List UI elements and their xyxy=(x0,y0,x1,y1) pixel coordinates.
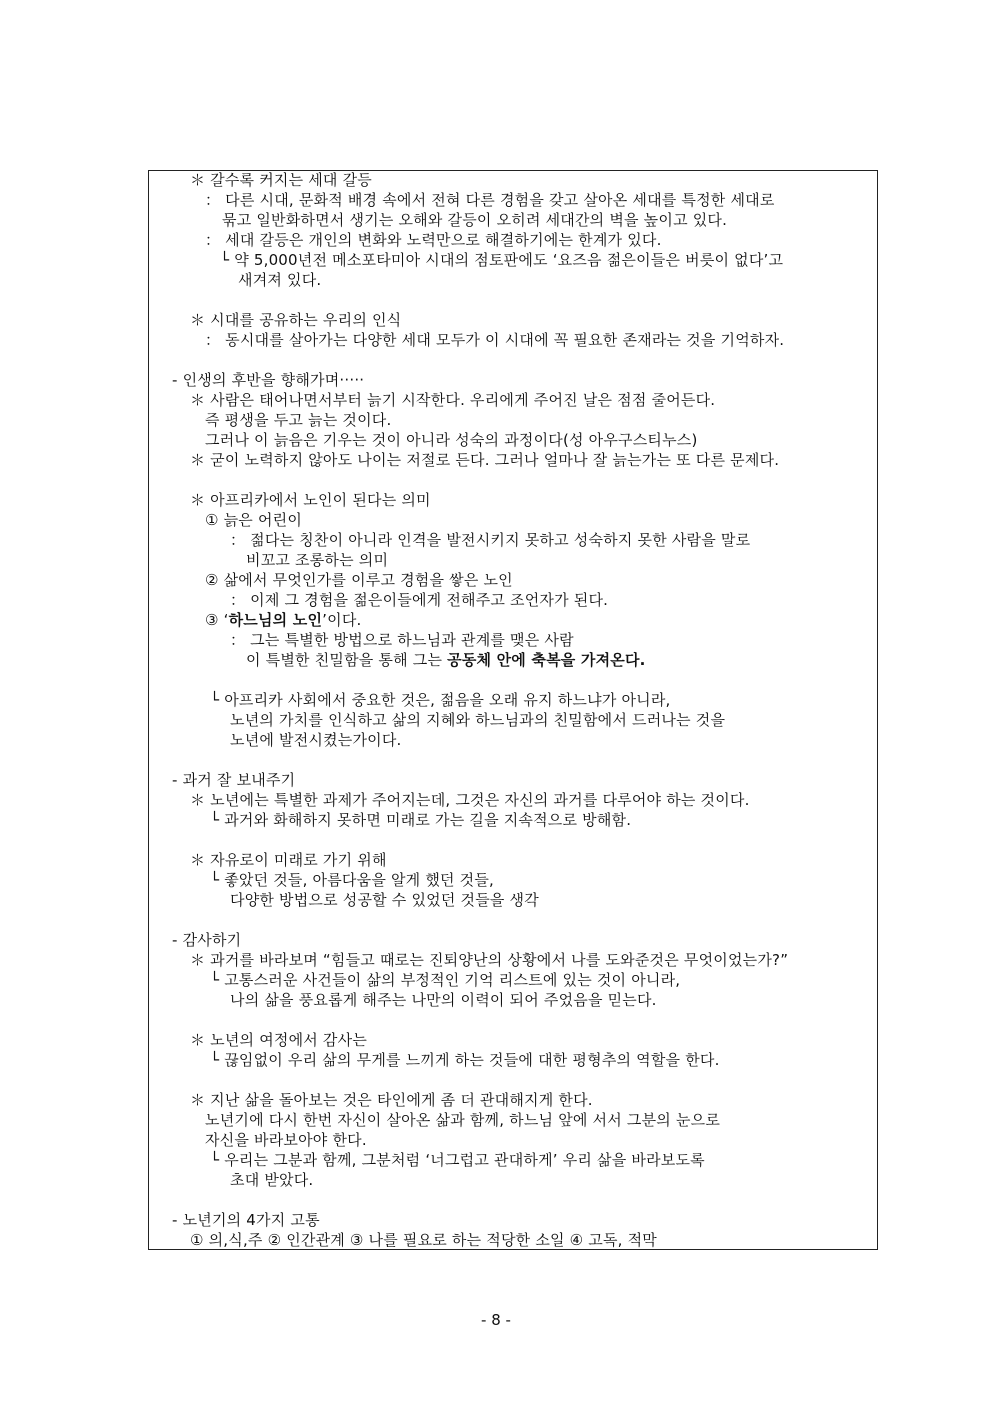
text-line: └ 좋았던 것들, 아름다움을 알게 했던 것들, xyxy=(210,871,495,889)
text-line: └ 우리는 그분과 함께, 그분처럼 ‘너그럽고 관대하게’ 우리 삶을 바라보도록 xyxy=(210,1151,705,1169)
text-line: 새겨져 있다. xyxy=(238,271,322,289)
text-line: 노년에 발전시켰는가이다. xyxy=(230,731,402,749)
bold-phrase: 공동체 안에 축복을 가져온다. xyxy=(447,651,646,669)
text-line xyxy=(205,610,362,630)
text-line: ② 삶에서 무엇인가를 이루고 경험을 쌓은 노인 xyxy=(205,571,513,589)
text-line: ＊ 노년의 여정에서 감사는 xyxy=(190,1031,368,1049)
text-line: ： 동시대를 살아가는 다양한 세대 모두가 이 시대에 꼭 필요한 존재라는 것을 기억하자. xyxy=(205,331,785,349)
text-line: └ 과거와 화해하지 못하면 미래로 가는 길을 지속적으로 방해함. xyxy=(210,811,632,829)
text-line: 그러나 이 늙음은 기우는 것이 아니라 성숙의 과정이다(성 아우구스티누스) xyxy=(205,431,698,449)
text-line: └ 끊임없이 우리 삶의 무게를 느끼게 하는 것들에 대한 평형추의 역할을 한다. xyxy=(210,1051,720,1069)
section-heading: - 노년기의 4가지 고통 xyxy=(172,1211,320,1229)
page-number: - 8 - xyxy=(481,1311,511,1329)
text-line: ① 늙은 어린이 xyxy=(205,511,303,529)
text-fragment: ③ ‘ xyxy=(205,611,229,629)
text-line xyxy=(246,650,646,670)
text-line: ＊ 지난 삶을 돌아보는 것은 타인에게 좀 더 관대해지게 한다. xyxy=(190,1091,593,1109)
section-heading: - 감사하기 xyxy=(172,931,242,949)
section-heading: - 인생의 후반을 향해가며····· xyxy=(172,371,365,389)
text-line: 나의 삶을 풍요롭게 해주는 나만의 이력이 되어 주었음을 믿는다. xyxy=(230,991,657,1009)
text-line: 노년의 가치를 인식하고 삶의 지혜와 하느님과의 친밀함에서 드러나는 것을 xyxy=(230,711,726,729)
text-line: 즉 평생을 두고 늙는 것이다. xyxy=(205,411,392,429)
text-line: └ 아프리카 사회에서 중요한 것은, 젊음을 오래 유지 하느냐가 아니라, xyxy=(210,691,671,709)
text-line: ＊ 아프리카에서 노인이 된다는 의미 xyxy=(190,491,431,509)
text-line: 자신을 바라보아야 한다. xyxy=(205,1131,367,1149)
text-line: ＊ 시대를 공유하는 우리의 인식 xyxy=(190,311,402,329)
text-fragment: ’이다. xyxy=(322,611,362,629)
text-line: ＊ 굳이 노력하지 않아도 나이는 저절로 든다. 그러나 얼마나 잘 늙는가는 또 다른 문제다. xyxy=(190,451,780,469)
text-line: 노년기에 다시 한번 자신이 살아온 삶과 함께, 하느님 앞에 서서 그분의 눈으로 xyxy=(205,1111,721,1129)
bold-phrase: 하느님의 노인 xyxy=(228,611,323,629)
text-line: 묶고 일반화하면서 생기는 오해와 갈등이 오히려 세대간의 벽을 높이고 있다. xyxy=(222,211,728,229)
text-line: ： 그는 특별한 방법으로 하느님과 관계를 맺은 사람 xyxy=(230,631,574,649)
text-line: ＊ 갈수록 커지는 세대 갈등 xyxy=(190,171,372,189)
text-line: └ 약 5,000년전 메소포타미아 시대의 점토판에도 ‘요즈음 젊은이들은 버릇이 없다’고 xyxy=(220,251,784,269)
text-line: 다양한 방법으로 성공할 수 있었던 것들을 생각 xyxy=(230,891,539,909)
text-fragment: 이 특별한 친밀함을 통해 그는 xyxy=(246,651,448,669)
text-line: ＊ 과거를 바라보며 “힘들고 때로는 진퇴양난의 상황에서 나를 도와준것은 무엇이었는가?” xyxy=(190,951,789,969)
text-line: 초대 받았다. xyxy=(230,1171,314,1189)
text-line: ① 의,식,주 ② 인간관계 ③ 나를 필요로 하는 적당한 소일 ④ 고독, 적막 xyxy=(190,1231,657,1249)
section-heading: - 과거 잘 보내주기 xyxy=(172,771,296,789)
text-line: ： 이제 그 경험을 젊은이들에게 전해주고 조언자가 된다. xyxy=(230,591,609,609)
text-line: ： 젊다는 칭찬이 아니라 인격을 발전시키지 못하고 성숙하지 못한 사람을 말로 xyxy=(230,531,751,549)
text-line: ： 세대 갈등은 개인의 변화와 노력만으로 해결하기에는 한계가 있다. xyxy=(205,231,662,249)
text-line: ＊ 자유로이 미래로 가기 위해 xyxy=(190,851,387,869)
text-line: ： 다른 시대, 문화적 배경 속에서 전혀 다른 경험을 갖고 살아온 세대를 특정한 세대로 xyxy=(205,191,775,209)
text-line: └ 고통스러운 사건들이 삶의 부정적인 기억 리스트에 있는 것이 아니라, xyxy=(210,971,681,989)
text-line: ＊ 노년에는 특별한 과제가 주어지는데, 그것은 자신의 과거를 다루어야 하는 것이다. xyxy=(190,791,750,809)
text-line: ＊ 사람은 태어나면서부터 늙기 시작한다. 우리에게 주어진 날은 점점 줄어든다. xyxy=(190,391,716,409)
text-line: 비꼬고 조롱하는 의미 xyxy=(246,551,389,569)
